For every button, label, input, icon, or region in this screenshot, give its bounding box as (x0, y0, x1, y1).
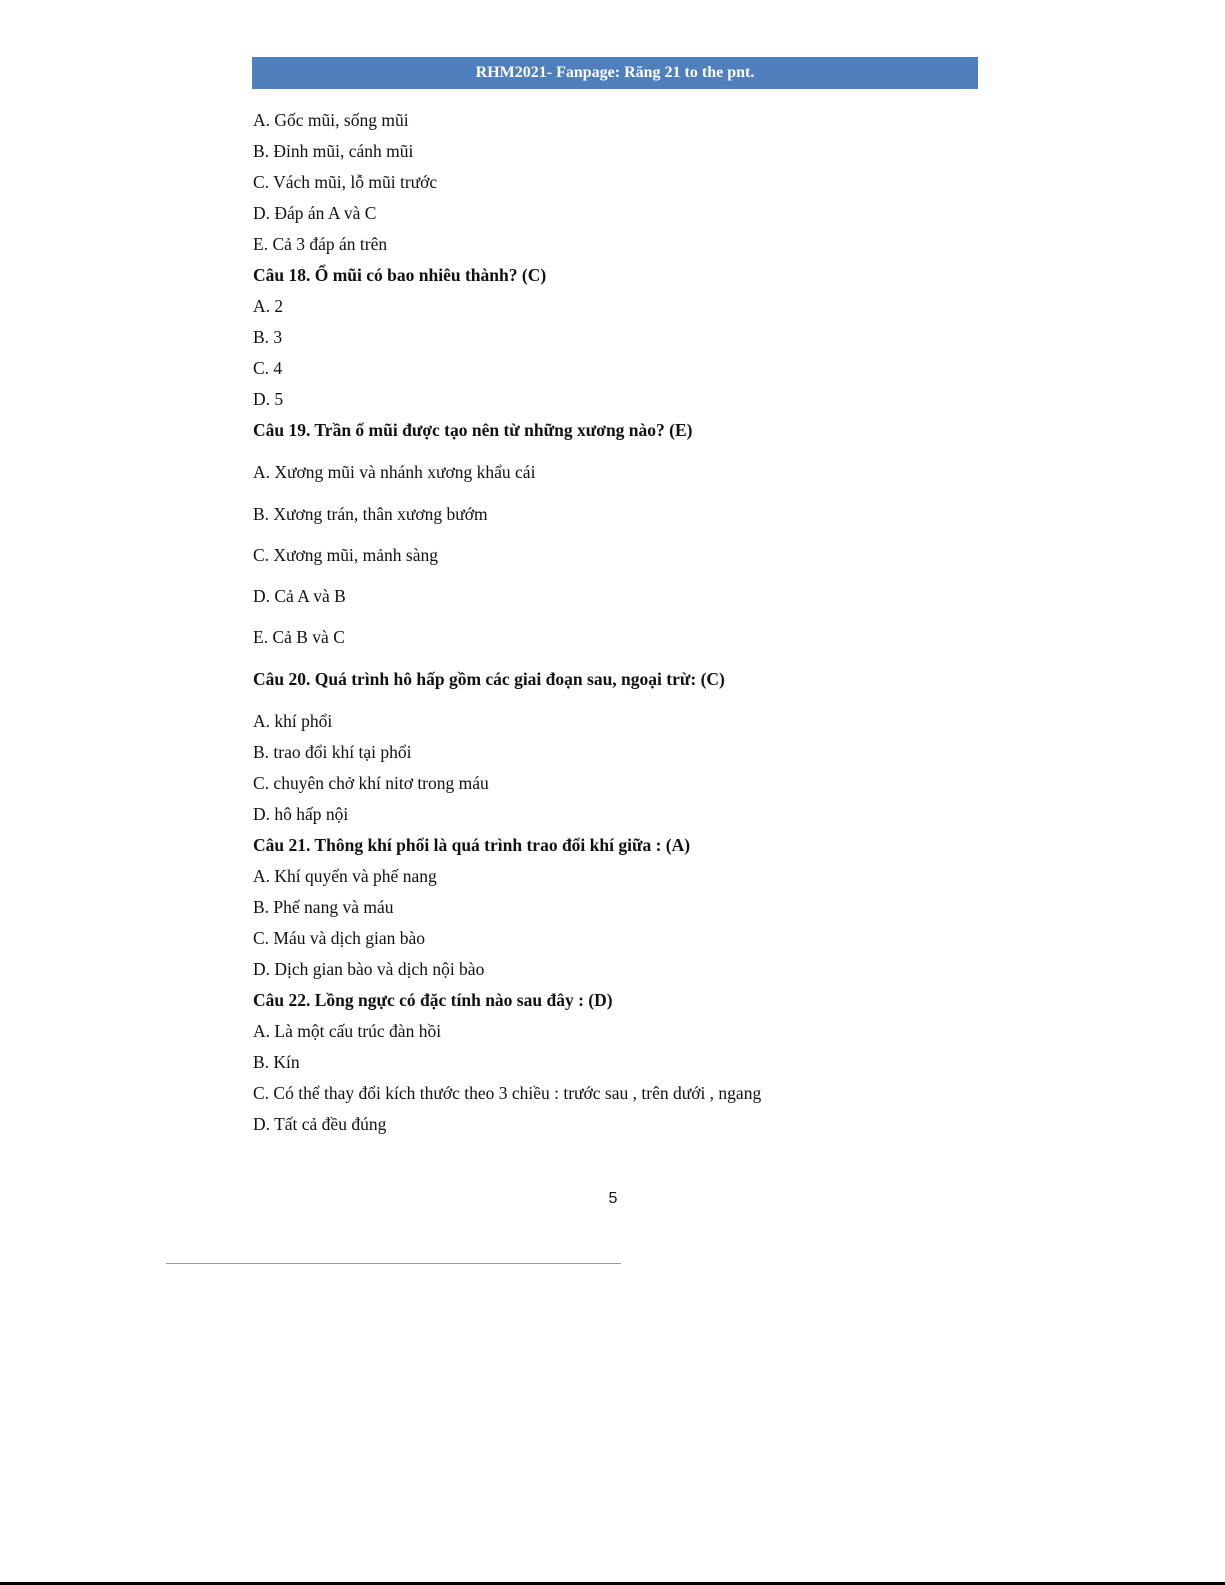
footnote-divider (166, 1263, 621, 1264)
option-line: A. Xương mũi và nhánh xương khẩu cái (253, 462, 536, 482)
option-line: D. Đáp án A và C (253, 203, 377, 223)
option-line: D. Dịch gian bào và dịch nội bào (253, 959, 485, 979)
option-line: B. 3 (253, 327, 283, 347)
question-heading: Câu 19. Trần ổ mũi được tạo nên từ những xương nào? (E) (253, 420, 693, 440)
option-line: B. Xương trán, thân xương bướm (253, 504, 488, 524)
option-line: A. khí phổi (253, 711, 333, 731)
option-line: B. Phế nang và máu (253, 897, 394, 917)
option-line: C. chuyên chở khí nitơ trong máu (253, 773, 489, 793)
option-line: D. Cả A và B (253, 586, 346, 606)
question-heading: Câu 18. Ổ mũi có bao nhiêu thành? (C) (253, 265, 547, 285)
document-header-title: RHM2021- Fanpage: Răng 21 to the pnt. (475, 64, 755, 81)
option-line: C. 4 (253, 358, 283, 378)
question-heading: Câu 22. Lồng ngực có đặc tính nào sau đây : (D) (253, 990, 613, 1010)
option-line: C. Xương mũi, mảnh sàng (253, 545, 438, 565)
option-line: B. trao đổi khí tại phổi (253, 742, 412, 762)
question-heading: Câu 21. Thông khí phổi là quá trình trao đổi khí giữa : (A) (253, 835, 691, 855)
option-line: E. Cả B và C (253, 627, 345, 647)
option-line: A. Gốc mũi, sống mũi (253, 110, 409, 130)
option-line: C. Có thể thay đổi kích thước theo 3 chiều : trước sau , trên dưới , ngang (253, 1083, 762, 1103)
option-line: C. Máu và dịch gian bào (253, 928, 426, 948)
option-line: C. Vách mũi, lỗ mũi trước (253, 172, 438, 192)
option-line: B. Đỉnh mũi, cánh mũi (253, 141, 414, 161)
option-line: D. 5 (253, 389, 284, 409)
option-line: A. Khí quyển và phế nang (253, 866, 437, 886)
option-line: A. Là một cấu trúc đàn hồi (253, 1021, 442, 1041)
option-line: D. hô hấp nội (253, 804, 349, 824)
option-line: B. Kín (253, 1052, 300, 1072)
document-header-banner (252, 57, 978, 89)
question-heading: Câu 20. Quá trình hô hấp gồm các giai đoạn sau, ngoại trừ: (C) (253, 669, 725, 689)
page-number: 5 (608, 1190, 618, 1207)
option-line: A. 2 (253, 296, 284, 316)
option-line: D. Tất cả đều đúng (253, 1114, 387, 1134)
option-line: E. Cả 3 đáp án trên (253, 234, 388, 254)
